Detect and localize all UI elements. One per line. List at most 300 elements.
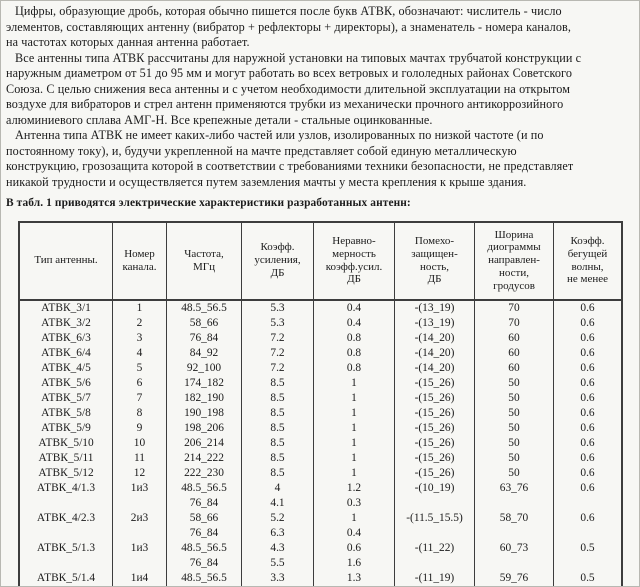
header-line: диограммы [487, 241, 541, 254]
paragraph-line: Антенна типа АТВК не имеет каких-либо частей или узлов, изолированных по низкой частоте (и по [15, 128, 544, 143]
cell-channel [113, 391, 167, 406]
cell-line: 50 [508, 406, 520, 419]
cell-line: 7.2 [270, 361, 285, 374]
table-row [19, 331, 622, 346]
intro-paragraphs [6, 4, 634, 191]
cell-gain [242, 451, 314, 466]
cell-line: -(14_20) [414, 361, 455, 374]
cell-line: АТВК_5/8 [41, 406, 91, 419]
cell-line: АТВК_5/6 [41, 376, 91, 389]
table-row [19, 376, 622, 391]
paragraph-line: никакой трудности и осуществляется путем заземления мачты у места крепления к крыше здания. [6, 175, 527, 190]
cell-line: 0.4 [346, 316, 362, 329]
cell-beamwidth [475, 331, 554, 346]
cell-beamwidth [475, 300, 554, 316]
cell-frequency [167, 571, 242, 586]
cell-line: 76_84 [189, 556, 219, 569]
cell-gain [242, 541, 314, 571]
cell-frequency [167, 300, 242, 316]
table-row [19, 541, 622, 571]
cell-line: 8.5 [270, 391, 285, 404]
cell-channel [113, 300, 167, 316]
cell-line: 48.5_56.5 [181, 541, 227, 554]
cell-line: 1и4 [130, 571, 149, 584]
cell-frequency [167, 361, 242, 376]
table-row [19, 421, 622, 436]
cell-line: 5.5 [270, 556, 285, 569]
header-line: Частота, [184, 247, 224, 260]
cell-type [19, 361, 113, 376]
paragraph-line: на частотах которых данная антенна работает. [6, 35, 250, 50]
cell-unevenness [314, 300, 395, 316]
cell-line: 1и3 [130, 541, 149, 554]
cell-line: 48.5_56.5 [181, 481, 227, 494]
cell-frequency [167, 436, 242, 451]
cell-beamwidth [475, 571, 554, 586]
table-row [19, 571, 622, 586]
cell-type [19, 300, 113, 316]
cell-beamwidth [475, 361, 554, 376]
cell-channel [113, 331, 167, 346]
cell-line: 76_84 [189, 526, 219, 539]
cell-noise-immunity [395, 346, 475, 361]
cell-frequency [167, 346, 242, 361]
header-type [19, 222, 113, 300]
cell-line: АТВК_4/2.3 [36, 511, 96, 524]
paragraph-line: алюминиевого сплава АМГ-Н. Все крепежные детали - стальные оцинкованные. [6, 112, 433, 127]
cell-beamwidth [475, 451, 554, 466]
cell-type [19, 421, 113, 436]
cell-line: 50 [508, 466, 520, 479]
cell-line: 50 [508, 451, 520, 464]
table-row [19, 451, 622, 466]
cell-kbv [554, 361, 623, 376]
paragraph-1 [6, 4, 634, 51]
cell-unevenness [314, 406, 395, 421]
cell-kbv [554, 421, 623, 436]
cell-line: 0.3 [346, 496, 362, 509]
cell-frequency [167, 391, 242, 406]
cell-gain [242, 391, 314, 406]
cell-line: 8.5 [270, 421, 285, 434]
cell-gain [242, 346, 314, 361]
table-row [19, 466, 622, 481]
cell-line: 1 [351, 451, 357, 464]
cell-frequency [167, 316, 242, 331]
cell-line: 0.6 [580, 331, 595, 344]
cell-line: 50 [508, 391, 520, 404]
cell-line: АТВК_3/2 [41, 316, 91, 329]
cell-line: -(10_19) [414, 481, 455, 494]
cell-line: 1 [351, 376, 357, 389]
cell-line: 0.4 [346, 526, 362, 539]
header-line: Тип антенны. [34, 254, 98, 267]
header-line: направлен- [488, 254, 540, 267]
cell-line: 1и3 [130, 481, 149, 494]
cell-line: 1.6 [346, 556, 362, 569]
cell-unevenness [314, 541, 395, 571]
cell-line: 50 [508, 376, 520, 389]
cell-line: 5.3 [270, 301, 285, 314]
cell-channel [113, 361, 167, 376]
header-unevenness [314, 222, 395, 300]
cell-kbv [554, 571, 623, 586]
cell-line: 8.5 [270, 376, 285, 389]
cell-channel [113, 421, 167, 436]
table-caption: В табл. 1 приводятся электрические характеристики разработанных антенн: [6, 196, 411, 209]
cell-gain [242, 421, 314, 436]
cell-line: -(13_19) [414, 301, 455, 314]
cell-line: 9 [136, 421, 143, 434]
cell-line: 0.6 [580, 316, 595, 329]
table-row [19, 316, 622, 331]
cell-line: -(15_26) [414, 376, 455, 389]
cell-gain [242, 406, 314, 421]
cell-kbv [554, 481, 623, 511]
header-line: коэфф.усил. [325, 260, 383, 273]
cell-line: -(14_20) [414, 331, 455, 344]
cell-line: 76_84 [189, 331, 219, 344]
cell-line: 50 [508, 421, 520, 434]
cell-kbv [554, 376, 623, 391]
cell-kbv [554, 331, 623, 346]
cell-unevenness [314, 346, 395, 361]
cell-line: 0.6 [580, 301, 595, 314]
cell-line: 8.5 [270, 451, 285, 464]
cell-line: АТВК_6/3 [41, 331, 91, 344]
cell-line: -(15_26) [414, 391, 455, 404]
cell-line: -(13_19) [414, 316, 455, 329]
header-line: ности, [499, 266, 529, 279]
cell-channel [113, 511, 167, 541]
cell-line: 1 [351, 421, 357, 434]
cell-channel [113, 346, 167, 361]
cell-noise-immunity [395, 331, 475, 346]
cell-line: 92_100 [186, 361, 222, 374]
cell-line: 0.6 [580, 466, 595, 479]
table-row [19, 511, 622, 541]
table-row [19, 481, 622, 511]
cell-line: 60 [508, 346, 520, 359]
cell-line: 174_182 [184, 376, 224, 389]
cell-type [19, 316, 113, 331]
cell-line: АТВК_5/9 [41, 421, 91, 434]
cell-frequency [167, 406, 242, 421]
header-line: Номер [124, 247, 155, 260]
cell-unevenness [314, 391, 395, 406]
header-line: канала. [122, 260, 157, 273]
cell-line: 1 [351, 391, 357, 404]
cell-unevenness [314, 331, 395, 346]
cell-line: 76_84 [189, 496, 219, 509]
cell-line: 12 [133, 466, 146, 479]
cell-line: 50 [508, 436, 520, 449]
cell-line: 3 [136, 331, 143, 344]
cell-type [19, 391, 113, 406]
cell-gain [242, 481, 314, 511]
cell-beamwidth [475, 391, 554, 406]
cell-line: 70 [508, 301, 520, 314]
header-line: мерность [332, 247, 376, 260]
table-row [19, 300, 622, 316]
paragraph-line: Все антенны типа АТВК рассчитаны для наружной установки на типовых мачтах трубчатой конструкции с [15, 50, 582, 65]
cell-line: 58_70 [499, 511, 529, 524]
cell-line: АТВК_5/1.4 [36, 571, 96, 584]
cell-line: 8.5 [270, 406, 285, 419]
header-frequency [167, 222, 242, 300]
cell-line: 206_214 [184, 436, 224, 449]
cell-unevenness [314, 481, 395, 511]
cell-line: АТВК_6/4 [41, 346, 91, 359]
cell-kbv [554, 300, 623, 316]
paragraph-line: Союза. С целью снижения веса антенны и с учетом необходимости длительной эксплуатации на открытом [6, 81, 571, 96]
header-line: гродусов [493, 279, 535, 292]
cell-kbv [554, 511, 623, 541]
cell-line: 0.5 [580, 541, 595, 554]
table-row [19, 391, 622, 406]
cell-channel [113, 571, 167, 586]
table-header-row [19, 222, 622, 300]
cell-line: 1 [351, 511, 357, 524]
cell-unevenness [314, 511, 395, 541]
cell-beamwidth [475, 436, 554, 451]
document-content [1, 1, 639, 586]
cell-noise-immunity [395, 361, 475, 376]
cell-unevenness [314, 436, 395, 451]
cell-line: 60 [508, 361, 520, 374]
table-header [19, 222, 622, 300]
table-body [19, 300, 622, 586]
cell-line: 2 [136, 316, 143, 329]
header-line: усиления, [254, 254, 301, 267]
cell-line: 7 [136, 391, 143, 404]
cell-noise-immunity [395, 436, 475, 451]
cell-beamwidth [475, 376, 554, 391]
cell-frequency [167, 481, 242, 511]
cell-line: 0.6 [580, 361, 595, 374]
cell-line: -(15_26) [414, 406, 455, 419]
paragraph-line: Цифры, образующие дробь, которая обычно пишется после букв АТВК, обозначают: числитель - число [15, 4, 562, 18]
cell-line: АТВК_5/10 [38, 436, 94, 449]
cell-line: 7.2 [270, 331, 285, 344]
cell-kbv [554, 466, 623, 481]
cell-line: 5.2 [270, 511, 285, 524]
header-line: Коэфф. [570, 234, 605, 247]
header-channel [113, 222, 167, 300]
cell-type [19, 436, 113, 451]
cell-line: 0.8 [346, 331, 362, 344]
paragraph-2 [6, 51, 634, 129]
cell-line: 0.6 [580, 481, 595, 494]
cell-beamwidth [475, 316, 554, 331]
antenna-characteristics-table [18, 221, 623, 586]
cell-line: 1 [351, 466, 357, 479]
cell-line: 0.6 [580, 376, 595, 389]
cell-channel [113, 481, 167, 511]
table-row [19, 406, 622, 421]
cell-line: 1 [136, 301, 143, 314]
cell-line: 0.6 [580, 451, 595, 464]
cell-noise-immunity [395, 376, 475, 391]
cell-line: 222_230 [184, 466, 224, 479]
cell-noise-immunity [395, 451, 475, 466]
cell-gain [242, 331, 314, 346]
cell-line: 198_206 [184, 421, 224, 434]
cell-line: 59_76 [499, 571, 529, 584]
cell-type [19, 346, 113, 361]
paragraph-line: воздухе для вибраторов и стрел антенн применяются трубки из механически прочного антикоррозийного [6, 97, 564, 112]
cell-frequency [167, 451, 242, 466]
cell-line: 1.3 [346, 571, 362, 584]
header-line: МГц [192, 260, 216, 273]
cell-type [19, 451, 113, 466]
cell-line: 3.3 [270, 571, 285, 584]
cell-channel [113, 451, 167, 466]
cell-line: 2и3 [130, 511, 149, 524]
cell-line: -(11.5_15.5) [406, 511, 463, 524]
cell-line: 60_73 [499, 541, 529, 554]
cell-line: 6.3 [270, 526, 285, 539]
header-line: ДБ [427, 273, 442, 286]
header-line: ДБ [270, 266, 285, 279]
cell-line: 84_92 [189, 346, 219, 359]
cell-beamwidth [475, 541, 554, 571]
cell-gain [242, 300, 314, 316]
cell-unevenness [314, 466, 395, 481]
paragraph-3 [6, 128, 634, 190]
cell-channel [113, 436, 167, 451]
cell-line: 4 [136, 346, 143, 359]
table-row [19, 436, 622, 451]
cell-frequency [167, 421, 242, 436]
cell-line: -(11_19) [414, 571, 455, 584]
cell-line: АТВК_4/1.3 [36, 481, 96, 494]
cell-line: 10 [133, 436, 146, 449]
cell-noise-immunity [395, 391, 475, 406]
cell-line: АТВК_5/7 [41, 391, 91, 404]
cell-noise-immunity [395, 406, 475, 421]
cell-gain [242, 571, 314, 586]
cell-kbv [554, 451, 623, 466]
cell-frequency [167, 331, 242, 346]
cell-gain [242, 361, 314, 376]
table-row [19, 346, 622, 361]
cell-noise-immunity [395, 316, 475, 331]
cell-line: АТВК_3/1 [41, 301, 91, 314]
cell-line: 8.5 [270, 466, 285, 479]
header-line: не менее [566, 273, 608, 286]
cell-gain [242, 466, 314, 481]
cell-line: 7.2 [270, 346, 285, 359]
cell-noise-immunity [395, 300, 475, 316]
cell-line: 5 [136, 361, 143, 374]
header-line: Неравно- [332, 234, 376, 247]
cell-line: -(15_26) [414, 466, 455, 479]
cell-line: 60 [508, 331, 520, 344]
cell-beamwidth [475, 466, 554, 481]
cell-line: АТВК_4/5 [41, 361, 91, 374]
cell-gain [242, 436, 314, 451]
header-kbv [554, 222, 623, 300]
cell-beamwidth [475, 346, 554, 361]
paragraph-line: конструкцию, грозозащита которой в соответствии с требованиями техники безопасности, не представляет [6, 159, 574, 174]
cell-type [19, 541, 113, 571]
cell-channel [113, 376, 167, 391]
cell-frequency [167, 511, 242, 541]
header-line: Шорина [494, 228, 534, 241]
cell-line: 0.6 [580, 391, 595, 404]
cell-kbv [554, 346, 623, 361]
header-noise-immunity [395, 222, 475, 300]
cell-type [19, 331, 113, 346]
cell-line: 58_66 [189, 511, 219, 524]
cell-line: 1 [351, 406, 357, 419]
cell-type [19, 466, 113, 481]
cell-line: -(11_22) [414, 541, 455, 554]
cell-line: 63_76 [499, 481, 529, 494]
cell-frequency [167, 376, 242, 391]
cell-line: 4.1 [270, 496, 285, 509]
cell-kbv [554, 316, 623, 331]
cell-channel [113, 316, 167, 331]
table-row [19, 361, 622, 376]
header-line: бегущей [567, 247, 608, 260]
cell-kbv [554, 406, 623, 421]
cell-kbv [554, 541, 623, 571]
cell-type [19, 406, 113, 421]
paragraph-line: постоянному току), и, будучи укрепленной на мачте представляет собой единую металлическую [6, 143, 517, 158]
header-beamwidth [475, 222, 554, 300]
cell-noise-immunity [395, 466, 475, 481]
cell-beamwidth [475, 481, 554, 511]
cell-type [19, 511, 113, 541]
cell-unevenness [314, 571, 395, 586]
cell-line: 4.3 [270, 541, 285, 554]
cell-line: 0.6 [580, 346, 595, 359]
cell-frequency [167, 466, 242, 481]
header-line: волны, [571, 260, 604, 273]
cell-line: 0.6 [580, 421, 595, 434]
cell-line: 5.3 [270, 316, 285, 329]
cell-kbv [554, 391, 623, 406]
cell-line: 48.5_56.5 [181, 571, 227, 584]
cell-line: 0.6 [580, 511, 595, 524]
cell-line: 0.5 [580, 571, 595, 584]
cell-line: 0.8 [346, 346, 362, 359]
cell-line: 190_198 [184, 406, 224, 419]
cell-line: 214_222 [184, 451, 224, 464]
cell-line: АТВК_5/1.3 [36, 541, 96, 554]
cell-type [19, 571, 113, 586]
cell-noise-immunity [395, 571, 475, 586]
cell-noise-immunity [395, 481, 475, 511]
header-line: ность, [419, 260, 450, 273]
cell-unevenness [314, 376, 395, 391]
cell-line: 11 [134, 451, 145, 464]
cell-type [19, 481, 113, 511]
cell-channel [113, 406, 167, 421]
cell-gain [242, 376, 314, 391]
cell-line: -(15_26) [414, 451, 455, 464]
cell-line: 70 [508, 316, 520, 329]
cell-noise-immunity [395, 511, 475, 541]
cell-unevenness [314, 316, 395, 331]
cell-line: -(15_26) [414, 421, 455, 434]
header-line: Помехо- [414, 234, 455, 247]
cell-line: -(14_20) [414, 346, 455, 359]
cell-line: -(15_26) [414, 436, 455, 449]
cell-unevenness [314, 361, 395, 376]
